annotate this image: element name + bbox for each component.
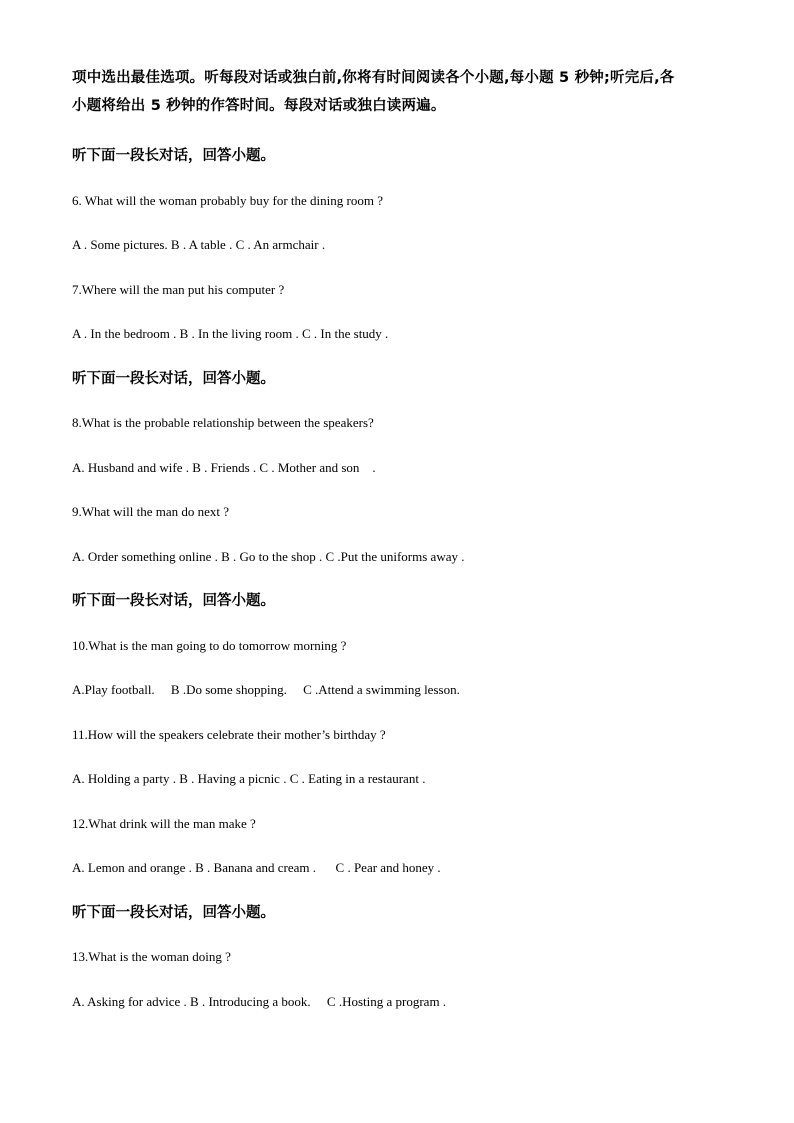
options-9: A. Order something online . B . Go to the shop . C .Put the uniforms away . <box>72 548 465 564</box>
section-heading: 听下面一段长对话，回答小题。 <box>72 593 275 609</box>
section-heading: 听下面一段长对话，回答小题。 <box>72 370 275 387</box>
instructions-block <box>72 64 732 142</box>
document-page <box>72 64 732 1032</box>
options-13: A. Asking for advice . B . Introducing a book. C .Hosting a program . <box>72 993 447 1009</box>
section-heading: 听下面一段长对话，回答小题。 <box>72 904 275 921</box>
question-7: 7.Where will the man put his computer ? <box>72 281 285 297</box>
section-heading: 听下面一段长对话，回答小题。 <box>72 148 275 164</box>
instructions-line-2: 小题将给出 5 秒钟的作答时间。每段对话或独白读两遍。 <box>72 98 446 114</box>
options-12: A. Lemon and orange . B . Banana and cream . C . Pear and honey . <box>72 860 441 875</box>
question-13: 13.What is the woman doing ? <box>72 949 231 964</box>
options-8: A. Husband and wife . B . Friends . C . Mother and son . <box>72 459 376 475</box>
question-8: 8.What is the probable relationship between the speakers? <box>72 415 374 430</box>
question-10: 10.What is the man going to do tomorrow morning ? <box>72 637 347 653</box>
question-11: 11.How will the speakers celebrate their mother’s birthday ? <box>72 726 386 742</box>
options-6: A . Some pictures. B . A table . C . An armchair . <box>72 237 326 252</box>
options-11: A. Holding a party . B . Having a picnic . C . Eating in a restaurant . <box>72 771 426 786</box>
question-12: 12.What drink will the man make ? <box>72 815 256 831</box>
instructions-line-1: 项中选出最佳选项。听每段对话或独白前,你将有时间阅读各个小题,每小题 5 秒钟;听完后,各 <box>72 70 675 86</box>
options-10: A.Play football. B .Do some shopping. C .Attend a swimming lesson. <box>72 682 460 697</box>
question-9: 9.What will the man do next ? <box>72 504 230 519</box>
question-6: 6. What will the woman probably buy for the dining room ? <box>72 192 383 208</box>
options-7: A . In the bedroom . B . In the living room . C . In the study . <box>72 326 389 341</box>
